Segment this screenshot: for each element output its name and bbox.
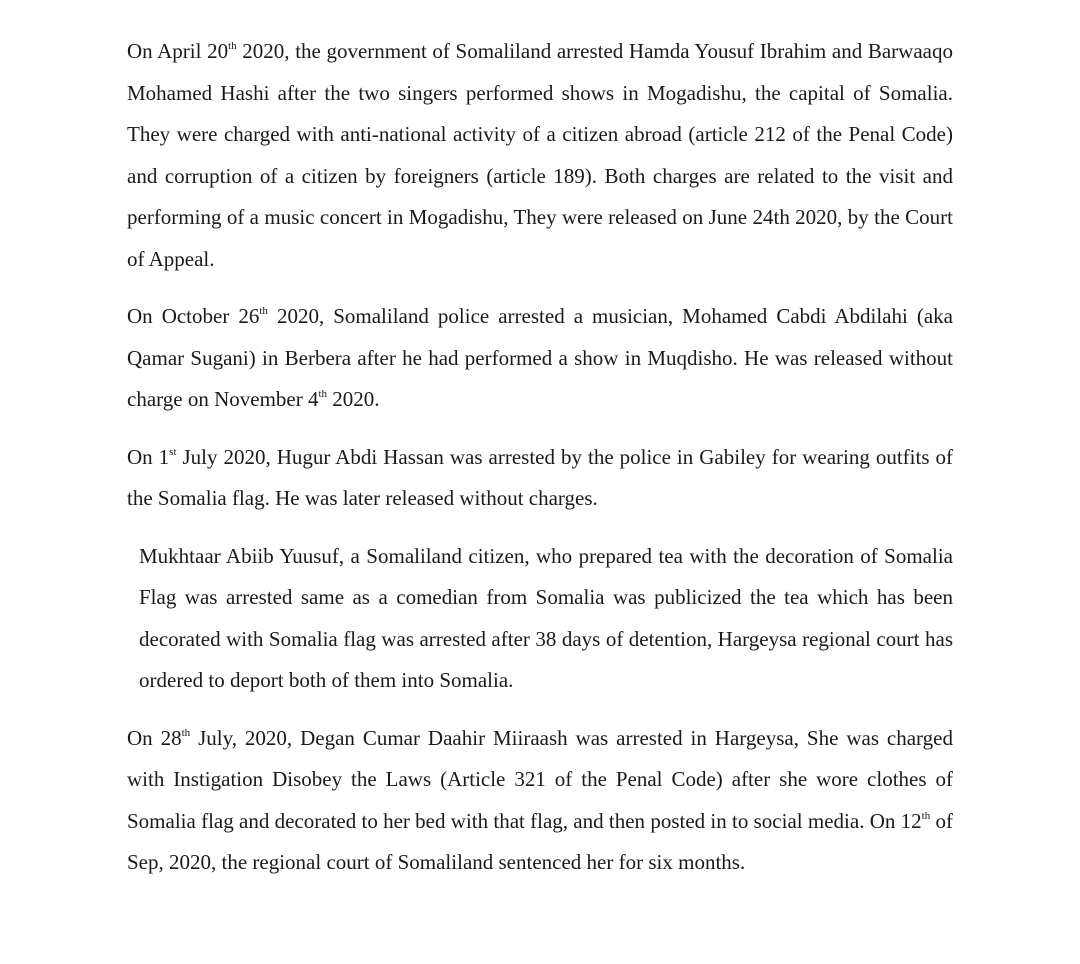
paragraph-p5 [127, 718, 953, 884]
paragraph-text: 2020. [327, 387, 380, 411]
paragraph-p4 [127, 536, 953, 702]
ordinal-suffix: th [181, 726, 191, 739]
ordinal-suffix: th [259, 305, 268, 317]
ordinal-suffix: th [318, 388, 328, 400]
paragraph-p3 [127, 437, 953, 520]
ordinal-suffix: th [921, 809, 931, 822]
paragraph-text: of Sep, 2020, the regional court of Somaliland sentenced her for six months. [127, 808, 953, 874]
paragraph-text: July, 2020, Degan Cumar Daahir Miiraash was arrested in Hargeysa, She was charged with Instigation Disobey the Laws (Article 321 of the Penal Code) after she wore clothes of Somalia flag and decorated to her bed with that flag, and then posted in to social media. On 12 [127, 725, 953, 833]
paragraph-text: On April 20 [127, 39, 229, 63]
paragraph-text: On 28 [127, 725, 182, 750]
paragraph-text: On 1 [127, 444, 170, 469]
paragraph-text: Mukhtaar Abiib Yuusuf, a Somaliland citizen, who prepared tea with the decoration of Somalia Flag was arrested same as a comedian from Somalia was publicized the tea which has been decorated with Somalia flag was arrested after 38 days of detention, Hargeysa regional court has ordered to deport both of them into Somalia. [139, 543, 953, 692]
ordinal-suffix: st [169, 445, 177, 458]
paragraph-text: 2020, the government of Somaliland arrested Hamda Yousuf Ibrahim and Barwaaqo Mohamed Hashi after the two singers performed shows in Mogadishu, the capital of Somalia. They were charged with anti-national activity of a citizen abroad (article 212 of the Penal Code) and corruption of a citizen by foreigners (article 189). Both charges are related to the visit and performing of a music concert in Mogadishu, They were released on June 24th 2020, by the Court of Appeal. [127, 39, 953, 271]
paragraph-text: July 2020, Hugur Abdi Hassan was arrested by the police in Gabiley for wearing outfits of the Somalia flag. He was later released without charges. [127, 444, 953, 510]
paragraph-text: 2020, Somaliland police arrested a musician, Mohamed Cabdi Abdilahi (aka Qamar Sugani) in Berbera after he had performed a show in Muqdisho. He was released without charge on November 4 [127, 304, 953, 411]
document-body [127, 31, 953, 900]
ordinal-suffix: th [228, 40, 237, 52]
paragraph-text: On October 26 [127, 304, 260, 328]
paragraph-p1 [127, 31, 953, 280]
paragraph-p2 [127, 296, 953, 421]
